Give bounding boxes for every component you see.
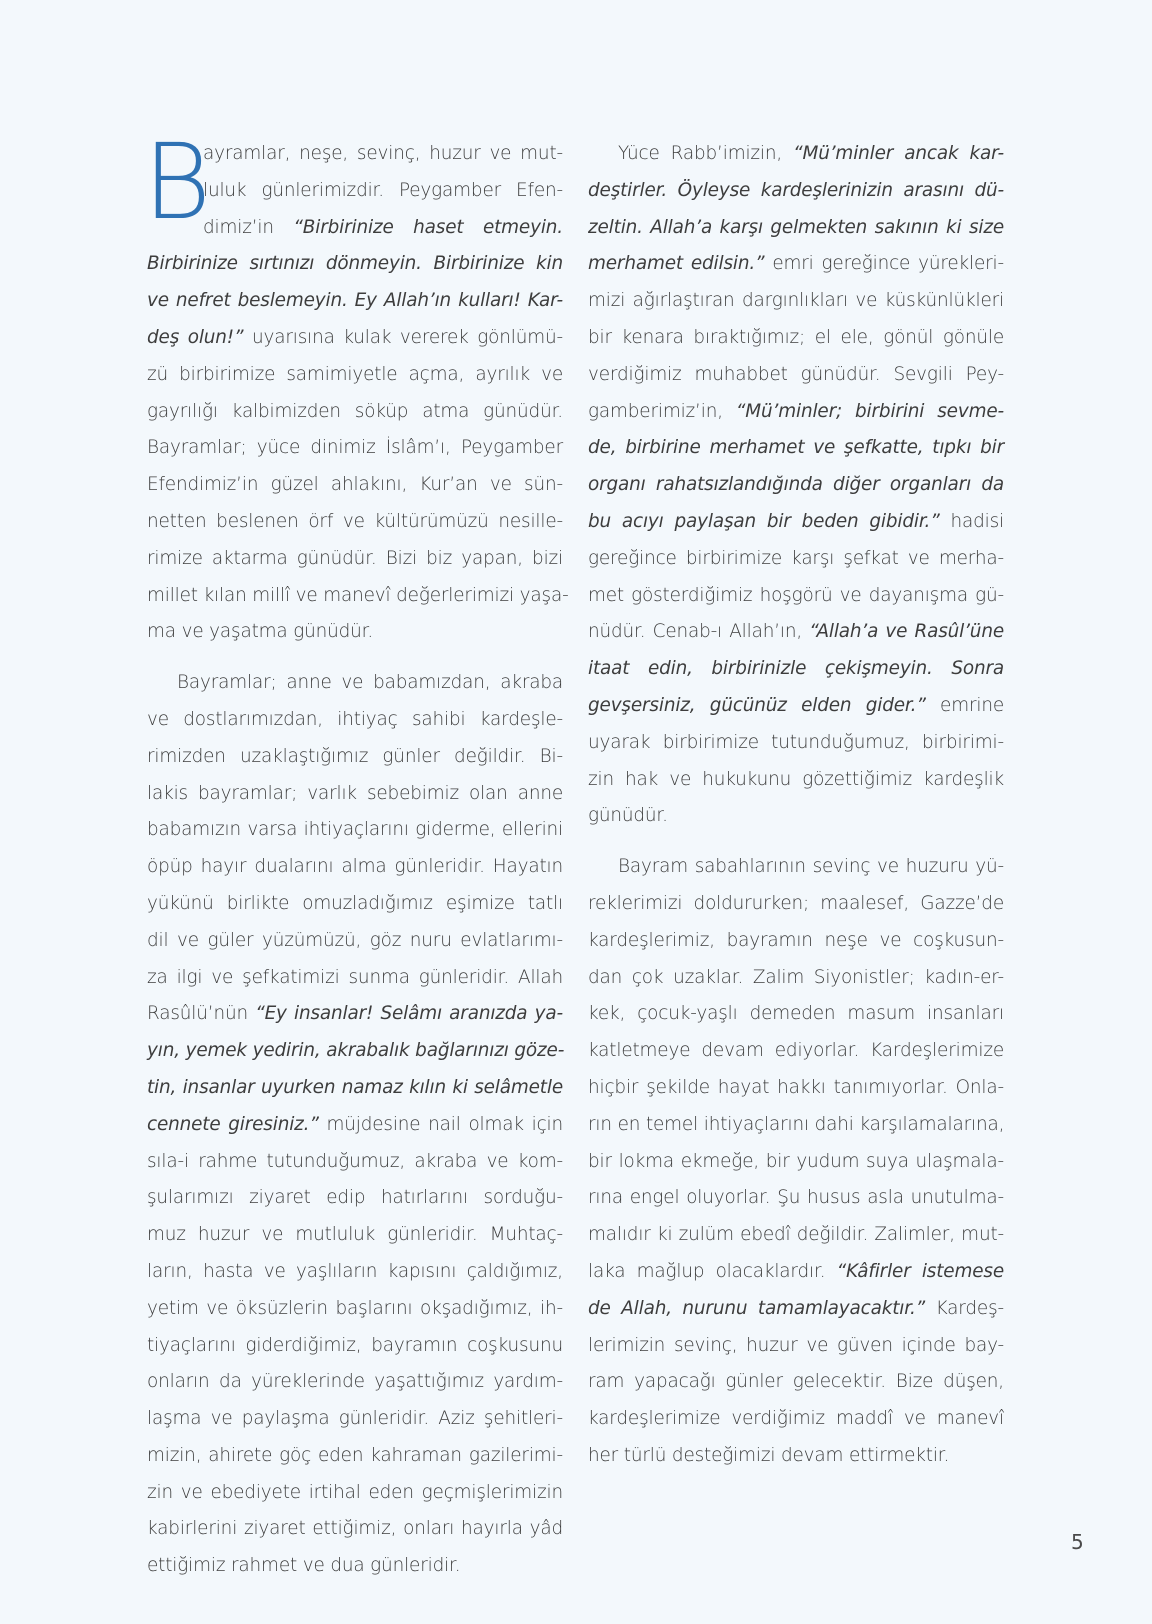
text-line: mizin, ahirete göç eden kahraman gazilerimi- [147, 1444, 563, 1466]
text-line: rına engel oluyorlar. Şu husus asla unutulma- [588, 1187, 1004, 1209]
paragraph-3 [588, 136, 1004, 835]
text-line: netten beslenen örf ve kültürümüzü nesille- [147, 510, 563, 532]
text-line: Rasûlü’nün “Ey insanlar! Selâmı aranızda ya- [147, 1003, 563, 1025]
text-line: kardeşlerimiz, bayramın neşe ve coşkusun- [588, 929, 1004, 951]
text-line: bir lokma ekmeğe, bir yudum suya ulaşmala- [588, 1150, 1004, 1172]
text-line: laşma ve paylaşma günleridir. Aziz şehitleri- [147, 1408, 563, 1430]
text-line: hiçbir şekilde hayat hakkı tanımıyorlar. Onla- [588, 1076, 1004, 1098]
quote-line: ve nefret beslemeyin. Ey Allah’ın kulları! Kar- [147, 290, 563, 312]
text-line: ettiğimiz rahmet ve dua günleridir. [147, 1555, 461, 1577]
text-line: de Allah, nurunu tamamlayacaktır.” Kardeş- [588, 1297, 1004, 1319]
right-column [588, 136, 1004, 1475]
text-line: lakis bayramlar; varlık sebebimiz olan anne [147, 782, 563, 804]
text-line: verdiğimiz muhabbet günüdür. Sevgili Pey- [588, 363, 1004, 385]
text-line: merhamet edilsin.” emri gereğince yürekleri- [588, 253, 1005, 275]
text-line: dimiz’in “Birbirinize haset etmeyin. [203, 216, 563, 238]
text-line: bu acıyı paylaşan bir beden gibidir.” hadisi [588, 510, 1004, 532]
quote-line: organı rahatsızlandığında diğer organları da [588, 474, 1004, 496]
text-line: öpüp hayır dualarını alma günleridir. Hayatın [147, 856, 563, 878]
text-line: gayrılığı kalbimizden söküp atma günüdür. [147, 400, 563, 422]
text-line: dil ve güler yüzümüzü, göz nuru evlatlarımı- [147, 929, 563, 951]
text-line: met gösterdiğimiz hoşgörü ve dayanışma gü- [588, 584, 1004, 606]
text-line: ve dostlarımızdan, ihtiyaç sahibi kardeşle- [147, 708, 563, 730]
text-line: zin hak ve hukukunu gözettiğimiz kardeşlik [588, 768, 1004, 790]
quote-line: de, birbirine merhamet ve şefkatte, tıpkı bir [588, 437, 1004, 459]
paragraph-1 [143, 121, 569, 651]
text-line: kabirlerini ziyaret ettiğimiz, onları hayırla yâd [147, 1518, 563, 1540]
text-line: malıdır ki zulüm ebedî değildir. Zalimler, mut- [588, 1224, 1004, 1246]
text-line: cennete giresiniz.” müjdesine nail olmak için [147, 1113, 564, 1135]
text-line: onların da yüreklerinde yaşattığımız yardım- [147, 1371, 563, 1393]
text-line: Bayramlar; anne ve babamızdan, akraba [177, 672, 563, 694]
text-line: Yüce Rabb’imizin, “Mü’minler ancak kar- [618, 143, 1005, 164]
text-line: muz huzur ve mutluluk günleridir. Muhtaç- [147, 1224, 563, 1246]
text-line: rın en temel ihtiyaçlarını dahi karşılamalarına, [588, 1113, 1005, 1135]
text-line: gereğince birbirimize karşı şefkat ve merha- [588, 547, 1004, 569]
text-line: deş olun!” uyarısına kulak vererek gönlümü- [147, 326, 563, 348]
quote-line: zeltin. Allah’a karşı gelmekten sakının ki size [588, 216, 1004, 238]
text-line: tiyaçlarını giderdiğimiz, bayramın coşkusunu [147, 1334, 563, 1356]
text-line: gamberimiz’in, “Mü’minler; birbirini sevme- [588, 400, 1004, 422]
text-line: zin ve ebediyete irtihal eden geçmişlerimizin [147, 1481, 563, 1503]
text-line: kardeşlerimize verdiğimiz maddî ve manevî [588, 1408, 1004, 1430]
text-line: ların, hasta ve yaşlıların kapısını çaldığımız, [147, 1260, 563, 1282]
text-line: yükünü birlikte omuzladığımız eşimize tatlı [147, 892, 563, 914]
text-line: Efendimiz’in güzel ahlakını, Kur’an ve sün- [147, 474, 563, 496]
text-line: babamızın varsa ihtiyaçlarını giderme, ellerini [147, 819, 563, 841]
drop-cap: B [143, 121, 211, 243]
text-line: günüdür. [588, 805, 668, 827]
text-line: Bayram sabahlarının sevinç ve huzuru yü- [618, 856, 1004, 878]
text-line: her türlü desteğimizi devam ettirmektir. [588, 1444, 950, 1466]
text-line: zü birbirimize samimiyetle açma, ayrılık ve [147, 363, 563, 385]
quote-line: deştirler. Öyleyse kardeşlerinizin arasını dü- [588, 179, 1004, 201]
paragraph-2 [147, 665, 563, 1585]
text-line: luluk günlerimizdir. Peygamber Efen- [203, 179, 563, 201]
text-line: za ilgi ve şefkatimizi sunma günleridir. Allah [147, 966, 563, 988]
text-line: gevşersiniz, gücünüz elden gider.” emrine [588, 694, 1004, 716]
text-line: katletmeye devam ediyorlar. Kardeşlerimize [588, 1040, 1004, 1062]
page-number: 5 [1071, 1530, 1084, 1554]
quote-line: tin, insanlar uyurken namaz kılın ki selâmetle [147, 1076, 563, 1098]
left-column [143, 121, 569, 1585]
text-line: uyarak birbirimize tutunduğumuz, birbirimi- [588, 731, 1004, 753]
text-line: lerimizin sevinç, huzur ve güven içinde bay- [588, 1334, 1004, 1356]
text-line: millet kılan millî ve manevî değerlerimizi yaşa- [147, 584, 569, 606]
quote-line: itaat edin, birbirinizle çekişmeyin. Sonra [588, 658, 1004, 680]
quote: “Birbirinize haset etmeyin. [293, 216, 563, 238]
quote-line: Birbirinize sırtınızı dönmeyin. Birbirinize kin [147, 253, 563, 275]
text-line: dan çok uzaklar. Zalim Siyonistler; kadın-er- [588, 966, 1004, 988]
text-line: ram yapacağı günler gelecektir. Bize düşen, [588, 1371, 1004, 1393]
paragraph-4 [588, 849, 1004, 1475]
text-line: sıla-i rahme tutunduğumuz, akraba ve kom- [147, 1150, 563, 1172]
text-line: Bayramlar; yüce dinimiz İslâm’ı, Peygamber [147, 437, 563, 459]
text-line: ma ve yaşatma günüdür. [147, 621, 374, 643]
text-line: yetim ve öksüzlerin başlarını okşadığımız, ih- [147, 1297, 563, 1319]
text-line: reklerimizi doldururken; maalesef, Gazze’de [588, 892, 1004, 914]
text-line: nüdür. Cenab-ı Allah’ın, “Allah’a ve Rasûl’üne [588, 621, 1004, 643]
text-line: rimizden uzaklaştığımız günler değildir. Bi- [147, 745, 563, 767]
text-line: ayramlar, neşe, sevinç, huzur ve mut- [203, 143, 563, 164]
text-line: kek, çocuk-yaşlı demeden masum insanları [588, 1003, 1004, 1025]
text-line: şularımızı ziyaret edip hatırlarını sorduğu- [147, 1187, 563, 1209]
text-line: bir kenara bıraktığımız; el ele, gönül gönüle [588, 326, 1004, 348]
text-line: mizi ağırlaştıran dargınlıkları ve küskünlükleri [588, 290, 1004, 312]
text-line: rimize aktarma günüdür. Bizi biz yapan, bizi [147, 547, 563, 569]
quote-line: yın, yemek yedirin, akrabalık bağlarınızı göze- [147, 1040, 565, 1062]
text-line: laka mağlup olacaklardır. “Kâfirler istemese [588, 1260, 1004, 1282]
